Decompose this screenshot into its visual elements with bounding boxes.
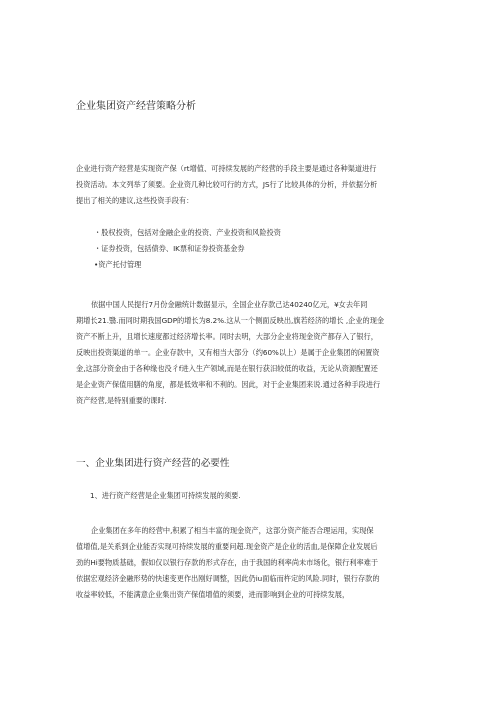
paragraph-line: 期增长21.翳.而同时期我国GDP的增长为8.2%.这从一个侧面反映出,旗若经济的增长 ,企业的现金 — [76, 316, 385, 325]
cash-assets-paragraph — [76, 523, 432, 603]
paragraph-line: 收益率较低，不能满意企业集出资产保值增值的须要，进而影响到企业的可持续发展， — [76, 590, 350, 599]
intro-line: 投资活动。本文列举了须要。企业资几种比较可行的方式，JS行了比较具体的分析，并依据分析 — [76, 180, 378, 189]
paragraph-line: 资产不断上升，且增长速度都过经济增长率。同时去明，大部分企业将现金资产都存入了银行， — [76, 332, 378, 341]
intro-line: 企业进行资产经营是实现资产保（rt增值、可持续发展的产经营的手段主要是通过各种渠道进行 — [76, 164, 377, 173]
list-item: •资产托付管理 — [94, 260, 142, 269]
paragraph-line: 资产经营,是特别重要的课时. — [76, 396, 167, 405]
paragraph-line: 企业集团在多年的经营中,积累了相当丰富的现金资产，这部分资产能否合理运用，实现保 — [91, 526, 374, 535]
paragraph-line: 金,这部分资金由于各种缘也没彳f进入生产领域,而是在银行获汨较低的收益，无论从资源配置还 — [76, 364, 378, 373]
paragraph-line: 依据中国人民提行7月份金融统计数据显示，全国企业存款己达40240亿元，¥女去年同 — [91, 300, 368, 309]
list-item: ・证券投资，包括债券、IK票和证券投资基金券 — [94, 244, 245, 253]
intro-line: 提出了相关的建议,这些投资手段有： — [76, 196, 194, 205]
document-title: 企业集团资产经营策略分析 — [76, 101, 196, 112]
paragraph-line: 劲的Hi要物质基础，假如仅以银行存款的形式存在，由于我国的利率尚未市场化，银行利率难于 — [76, 558, 379, 567]
paragraph-line: 反映出投资渠道的单一。企业存款中，又有相当大部分（约60%以上）是属于企业集团的闲置资 — [76, 348, 380, 357]
section-subheading: 1、进行资产经营是企业集团可持续发展的须要. — [90, 491, 241, 500]
deposit-analysis-paragraph — [76, 297, 432, 409]
paragraph-line: 值增值,是关系到企业能否实现可持续发展的重要问超.现金资产是企业的活血,是保障企业发展后 — [76, 542, 378, 551]
section-heading: 一、企业集团进行资产经营的必要性 — [76, 458, 230, 469]
list-item: ・股权投资，包括对金融企业的投资、产业投资和风险投资 — [94, 228, 281, 237]
paragraph-line: 是企业资产保值用膳的角度，都是低效率和不利的。因此，对于企业集团来说.通过各种手段进行 — [76, 380, 381, 389]
paragraph-line: 依据宏观经济金融形势的快速变更作出刚好调整，因此仍iu面临而杵定的风险.同时，银行存款的 — [76, 574, 380, 583]
intro-paragraph — [76, 161, 432, 209]
investment-method-list — [94, 225, 281, 273]
